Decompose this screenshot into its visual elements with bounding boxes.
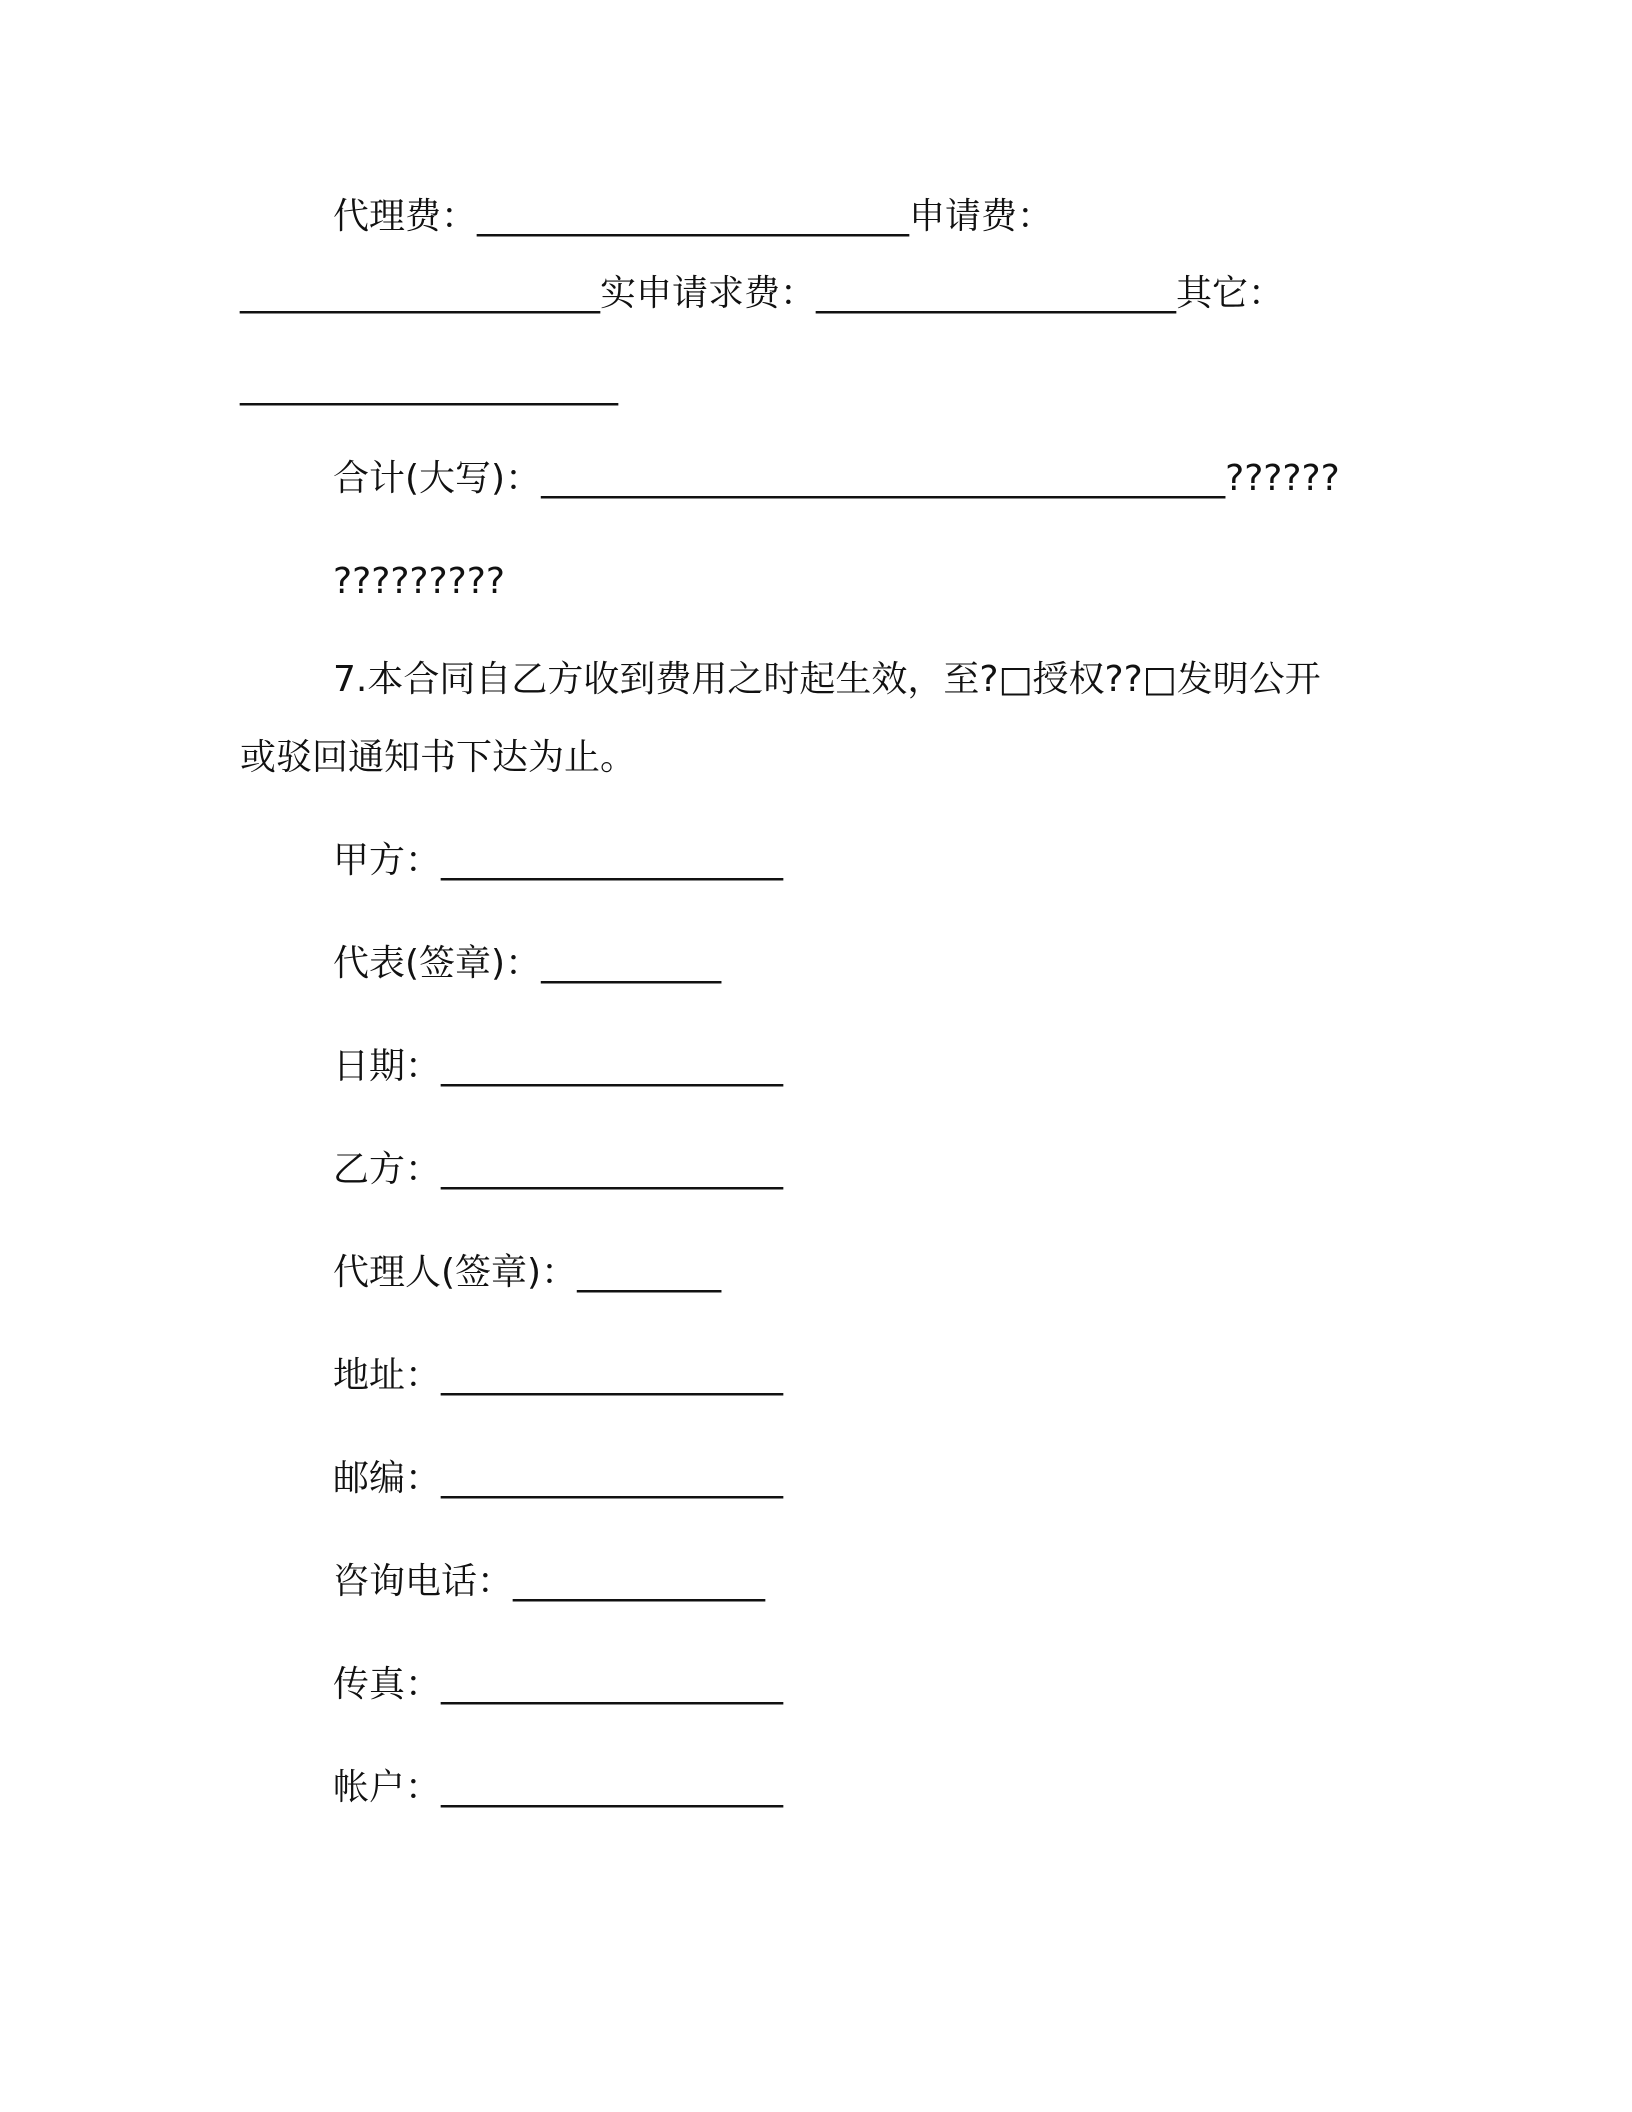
clause-7-line-1: 7.本合同自乙方收到费用之时起生效，至?□授权??□发明公开	[333, 659, 1321, 700]
garbled-text-line: ?????????	[333, 561, 505, 602]
date-field: 日期：___________________	[333, 1046, 784, 1087]
account-field: 帐户：___________________	[333, 1767, 784, 1808]
clause-7-line-2: 或驳回通知书下达为止。	[240, 737, 637, 778]
total-amount-line: 合计(大写)：______________________________________??????	[333, 458, 1340, 499]
representative-signature-field: 代表(签章)：__________	[333, 943, 722, 984]
address-field: 地址：___________________	[333, 1355, 784, 1396]
postcode-field: 邮编：___________________	[333, 1458, 784, 1499]
phone-field: 咨询电话：______________	[333, 1561, 766, 1602]
fee-line-examination: ____________________实申请求费：____________________其它：	[240, 273, 1285, 314]
fax-field: 传真：___________________	[333, 1664, 784, 1705]
party-a-field: 甲方：___________________	[333, 840, 784, 881]
agent-signature-field: 代理人(签章)：________	[333, 1252, 722, 1293]
fee-line-agency: 代理费：________________________申请费：	[333, 196, 1054, 237]
party-b-field: 乙方：___________________	[333, 1149, 784, 1190]
fee-line-blank: _____________________	[240, 365, 618, 406]
